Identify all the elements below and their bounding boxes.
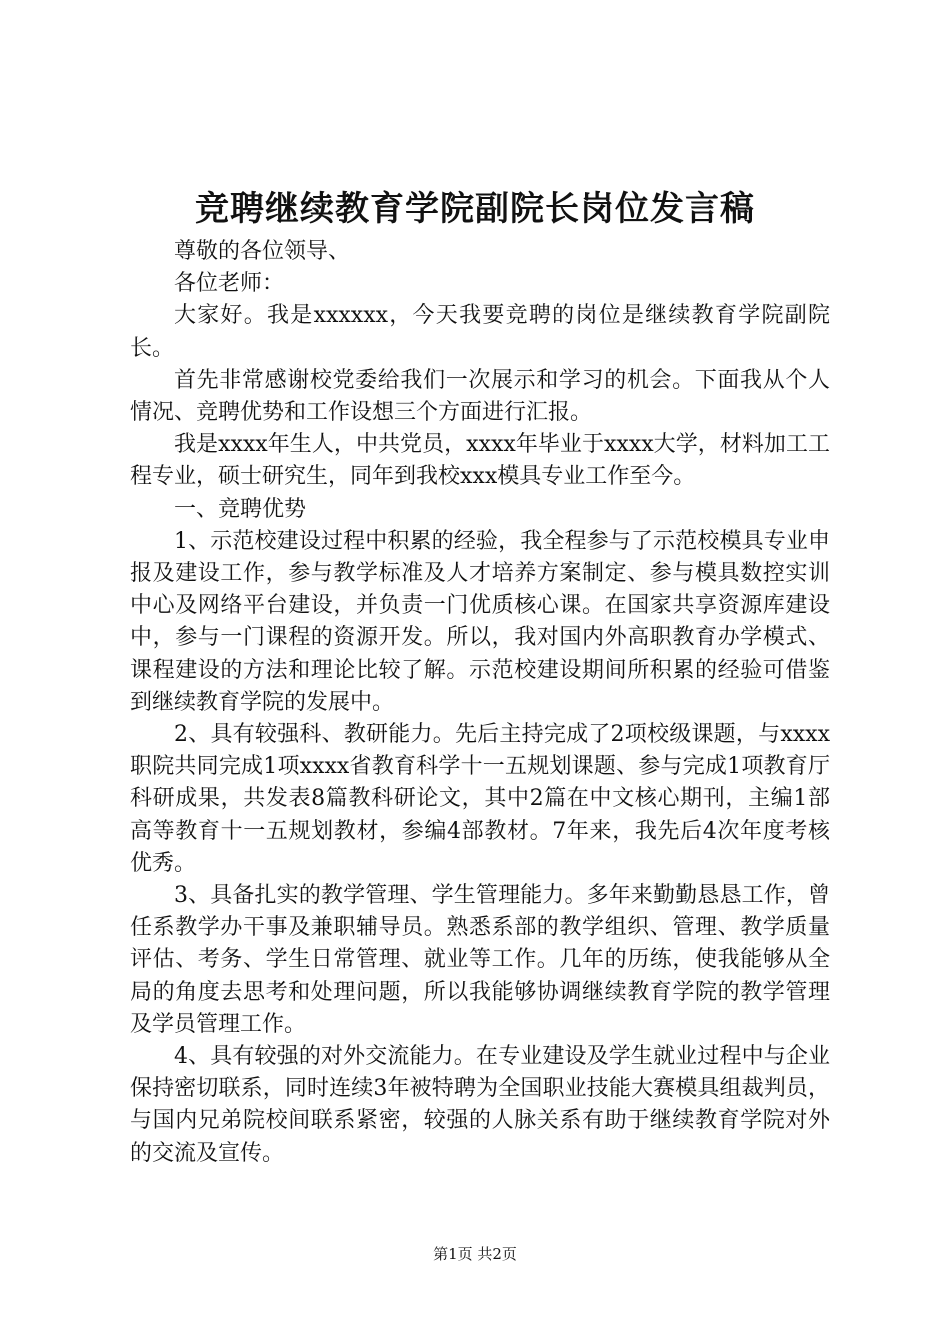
paragraph-greeting: 大家好。我是xxxxxx，今天我要竞聘的岗位是继续教育学院副院长。 xyxy=(130,303,830,361)
paragraph-advantage-1: 1、示范校建设过程中积累的经验，我全程参与了示范校模具专业申报及建设工作，参与教学标准及人才培养方案制定、参与模具数控实训中心及网络平台建设，并负责一门优质核心课。在国家共享资源库建设中，参与一门课程的资源开发。所以，我对国内外高职教育办学模式、课程建设的方法和理论比较了解。示范校建设期间所积累的经验可借鉴到继续教育学院的发展中。 xyxy=(130,528,830,715)
page-number-footer: 第1页 共2页 xyxy=(433,1245,517,1263)
document-title: 竞聘继续教育学院副院长岗位发言稿 xyxy=(195,189,755,229)
salutation-teachers: 各位老师： xyxy=(174,271,285,297)
section-heading-advantages: 一、竞聘优势 xyxy=(174,496,307,522)
paragraph-personal-info: 我是xxxx年生人，中共党员，xxxx年毕业于xxxx大学，材料加工工程专业，硕士研究生，同年到我校xxx模具专业工作至今。 xyxy=(130,432,830,490)
paragraph-advantage-3: 3、具备扎实的教学管理、学生管理能力。多年来勤勤恳恳工作，曾任系教学办干事及兼职辅导员。熟悉系部的教学组织、管理、教学质量评估、考务、学生日常管理、就业等工作。几年的历练，使我能够从全局的角度去思考和处理问题，所以我能够协调继续教育学院的教学管理及学员管理工作。 xyxy=(130,883,830,1037)
paragraph-advantage-4: 4、具有较强的对外交流能力。在专业建设及学生就业过程中与企业保持密切联系，同时连续3年被特聘为全国职业技能大赛模具组裁判员，与国内兄弟院校间联系紧密，较强的人脉关系有助于继续教育学院对外的交流及宣传。 xyxy=(130,1044,830,1166)
paragraph-intro: 首先非常感谢校党委给我们一次展示和学习的机会。下面我从个人情况、竞聘优势和工作设想三个方面进行汇报。 xyxy=(130,367,830,426)
document-body xyxy=(130,236,830,1170)
salutation-leaders: 尊敬的各位领导、 xyxy=(174,239,351,264)
paragraph-advantage-2: 2、具有较强科、教研能力。先后主持完成了2项校级课题，与xxxx职院共同完成1项xxxx省教育科学十一五规划课题、参与完成1项教育厅科研成果，共发表8篇教科研论文，其中2篇在中文核心期刊，主编1部高等教育十一五规划教材，参编4部教材。7年来，我先后4次年度考核优秀。 xyxy=(130,722,830,876)
